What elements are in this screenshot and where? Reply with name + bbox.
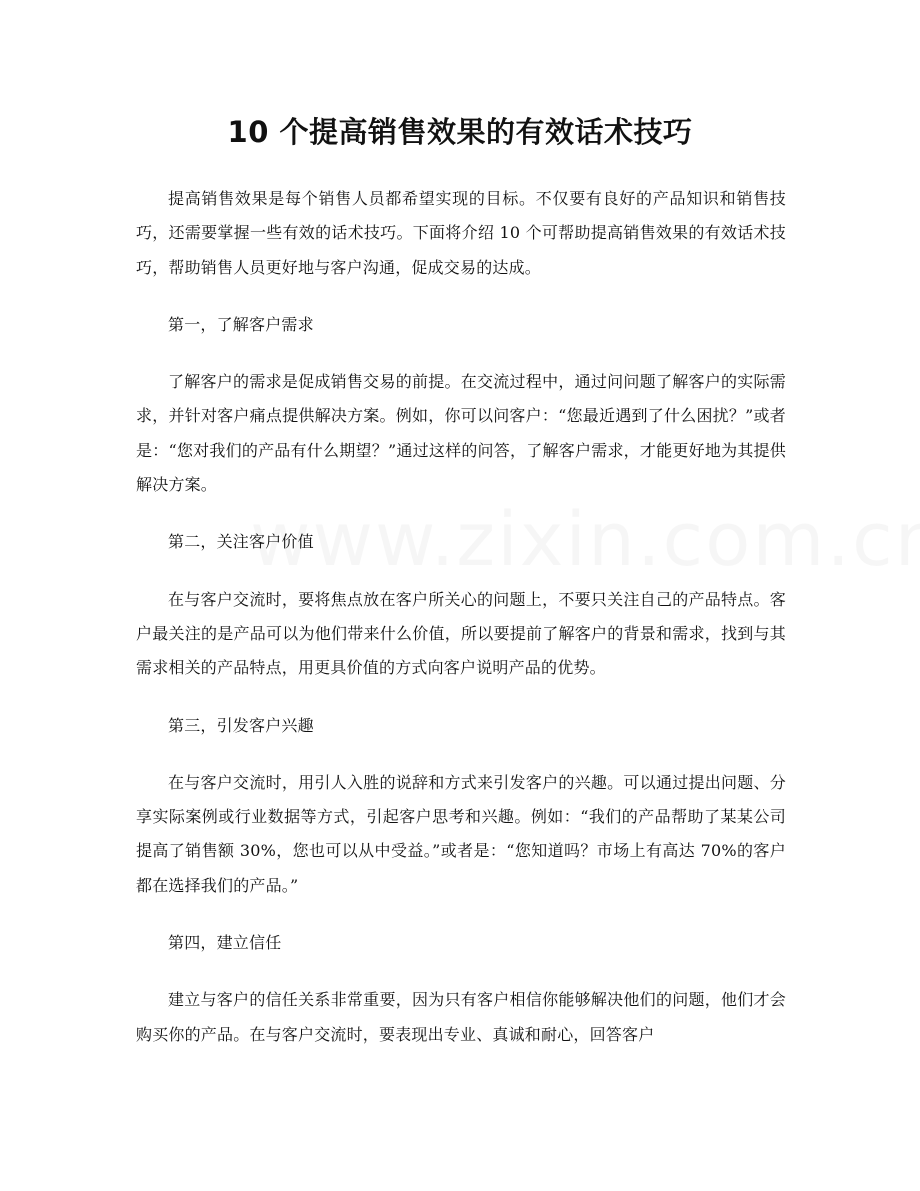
- section-heading-4: 第四，建立信任: [168, 933, 282, 953]
- section-heading-2: 第二，关注客户价值: [168, 532, 314, 552]
- section-heading-3: 第三，引发客户兴趣: [168, 715, 314, 735]
- document-body: [136, 182, 786, 1075]
- intro-paragraph: 提高销售效果是每个销售人员都希望实现的目标。不仅要有良好的产品知识和销售技巧，还需要掌握一些有效的话术技巧。下面将介绍 10 个可帮助提高销售效果的有效话术技巧，帮助销售人员更好地与客户沟通，促成交易的达成。: [136, 189, 786, 277]
- section-paragraph-4: 建立与客户的信任关系非常重要，因为只有客户相信你能够解决他们的问题，他们才会购买你的产品。在与客户交流时，要表现出专业、真诚和耐心，回答客户: [136, 990, 786, 1044]
- page-title: 10 个提高销售效果的有效话术技巧: [227, 115, 693, 149]
- section-paragraph-2: 在与客户交流时，要将焦点放在客户所关心的问题上，不要只关注自己的产品特点。客户最关注的是产品可以为他们带来什么价值，所以要提前了解客户的背景和需求，找到与其需求相关的产品特点，用更具价值的方式向客户说明产品的优势。: [136, 589, 786, 678]
- section-paragraph-1: 了解客户的需求是促成销售交易的前提。在交流过程中，通过问问题了解客户的实际需求，并针对客户痛点提供解决方案。例如，你可以问客户：“您最近遇到了什么困扰？”或者是：“您对我们的产品有什么期望？”通过这样的问答，了解客户需求，才能更好地为其提供解决方案。: [136, 372, 786, 495]
- section-heading-1: 第一，了解客户需求: [168, 314, 314, 334]
- section-paragraph-3: 在与客户交流时，用引人入胜的说辞和方式来引发客户的兴趣。可以通过提出问题、分享实际案例或行业数据等方式，引起客户思考和兴趣。例如：“我们的产品帮助了某某公司提高了销售额 30%，您也可以从中受益。”或者是：“您知道吗？市场上有高达 70%的客户都在选择我们的产品。”: [136, 772, 786, 895]
